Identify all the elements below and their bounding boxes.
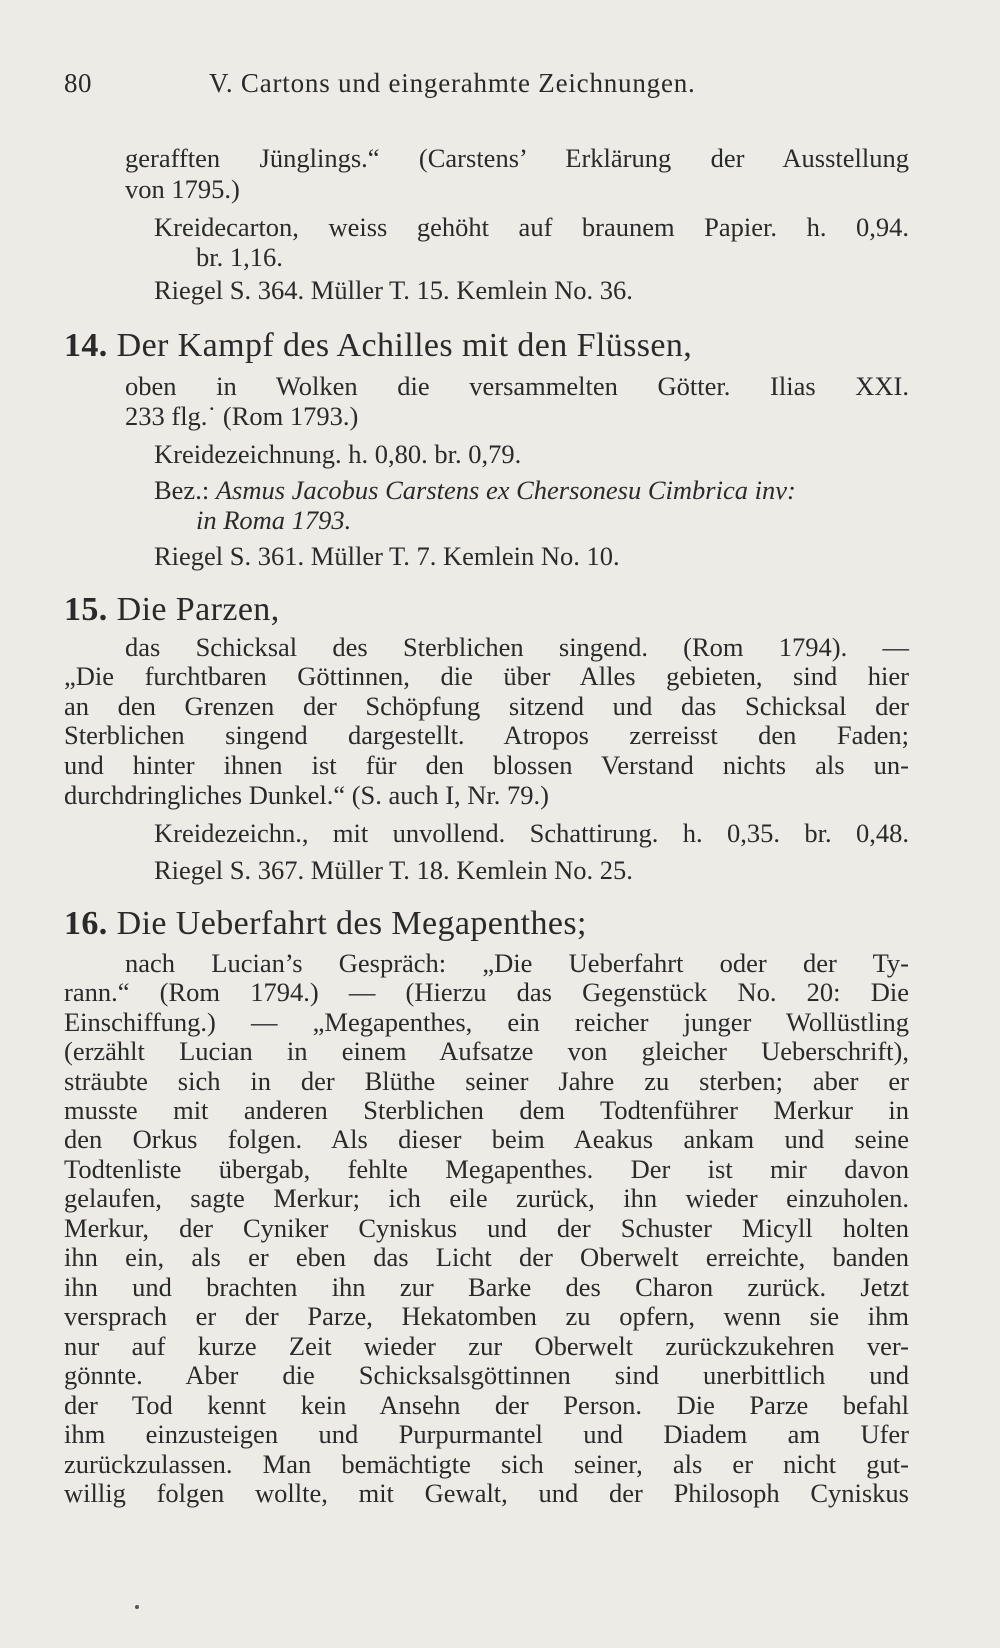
text-line: zurückzulassen. Man bemächtigte sich seiner, als er nicht gut- [64, 1449, 909, 1479]
text-line: Todtenliste übergab, fehlte Megapenthes. Der ist mir davon [64, 1154, 909, 1184]
text-line: ihm einzusteigen und Purpurmantel und Diadem am Ufer [64, 1419, 909, 1449]
entry-number: 15. [64, 591, 108, 628]
text-line: durchdringliches Dunkel.“ (S. auch I, Nr. 79.) [64, 780, 549, 810]
entry-title: Die Ueberfahrt des Megapenthes; [116, 905, 587, 942]
text-line: Kreidecarton, weiss gehöht auf braunem Papier. h. 0,94. [154, 212, 909, 242]
text-line: nur auf kurze Zeit wieder zur Oberwelt zurückzukehren ver- [64, 1331, 909, 1361]
text-line: und hinter ihnen ist für den blossen Verstand nichts als un- [64, 750, 909, 780]
text-line: (erzählt Lucian in einem Aufsatze von gleicher Ueberschrift), [64, 1036, 909, 1066]
running-title: V. Cartons und eingerahmte Zeichnungen. [209, 68, 696, 98]
entry-heading [64, 905, 587, 943]
text-line: versprach er der Parze, Hekatomben zu opfern, wenn sie ihm [64, 1301, 909, 1331]
entry-number: 14. [64, 327, 108, 364]
inscription-text: Asmus Jacobus Carstens ex Chersonesu Cimbrica inv: [215, 475, 796, 505]
text-line: Einschiffung.) — „Megapenthes, ein reicher junger Wollüstling [64, 1007, 909, 1037]
text-line: musste mit anderen Sterblichen dem Todtenführer Merkur in [64, 1095, 909, 1125]
page-number: 80 [64, 68, 92, 98]
text-line: das Schicksal des Sterblichen singend. (Rom 1794). — [125, 632, 909, 662]
text-line: gerafften Jünglings.“ (Carstens’ Erklärung der Ausstellung [125, 143, 909, 173]
text-line: ihn und brachten ihn zur Barke des Charon zurück. Jetzt [64, 1272, 909, 1302]
text-line: rann.“ (Rom 1794.) — (Hierzu das Gegenstück No. 20: Die [64, 977, 909, 1007]
text-line: Riegel S. 364. Müller T. 15. Kemlein No. 36. [154, 275, 633, 305]
text-line: gelaufen, sagte Merkur; ich eile zurück, ihn wieder einzuholen. [64, 1183, 909, 1213]
entry-title: Die Parzen, [116, 591, 280, 628]
text-line: oben in Wolken die versammelten Götter. Ilias XXI. [125, 371, 909, 401]
text-line: von 1795.) [125, 174, 240, 204]
inscription-line [154, 475, 909, 505]
technique-line: Kreidezeichnung. h. 0,80. br. 0,79. [154, 439, 522, 469]
text-line: sträubte sich in der Blüthe seiner Jahre zu sterben; aber er [64, 1066, 909, 1096]
page-header [64, 68, 914, 108]
text-line: „Die furchtbaren Göttinnen, die über Alles gebieten, sind hier [64, 661, 909, 691]
text-line: 233 flg.˙ (Rom 1793.) [125, 401, 359, 431]
text-line: Merkur, der Cyniker Cyniskus und der Schuster Micyll holten [64, 1213, 909, 1243]
text-line: Sterblichen singend dargestellt. Atropos zerreisst den Faden; [64, 720, 909, 750]
entry-number: 16. [64, 905, 108, 942]
entry-heading [64, 327, 692, 365]
text-line: willig folgen wollte, mit Gewalt, und der Philosoph Cyniskus [64, 1478, 909, 1508]
entry-heading [64, 591, 280, 629]
text-line: der Tod kennt kein Ansehn der Person. Die Parze befahl [64, 1390, 909, 1420]
text-line: gönnte. Aber die Schicksalsgöttinnen sind unerbittlich und [64, 1360, 909, 1390]
text-line: den Orkus folgen. Als dieser beim Aeakus ankam und seine [64, 1124, 909, 1154]
refs-line: Riegel S. 367. Müller T. 18. Kemlein No. 25. [154, 855, 633, 885]
text-line: br. 1,16. [196, 242, 283, 272]
ink-speck [135, 1605, 139, 1609]
entry-title: Der Kampf des Achilles mit den Flüssen, [116, 327, 693, 364]
refs-line: Riegel S. 361. Müller T. 7. Kemlein No. 10. [154, 541, 620, 571]
technique-line: Kreidezeichn., mit unvollend. Schattirung. h. 0,35. br. 0,48. [154, 818, 909, 848]
text-line: ihn ein, als er eben das Licht der Oberwelt erreichte, banden [64, 1242, 909, 1272]
text-line: an den Grenzen der Schöpfung sitzend und das Schicksal der [64, 691, 909, 721]
inscription-label: Bez.: [154, 475, 210, 505]
text-line: nach Lucian’s Gespräch: „Die Ueberfahrt oder der Ty- [125, 948, 909, 978]
inscription-text: in Roma 1793. [196, 505, 352, 535]
